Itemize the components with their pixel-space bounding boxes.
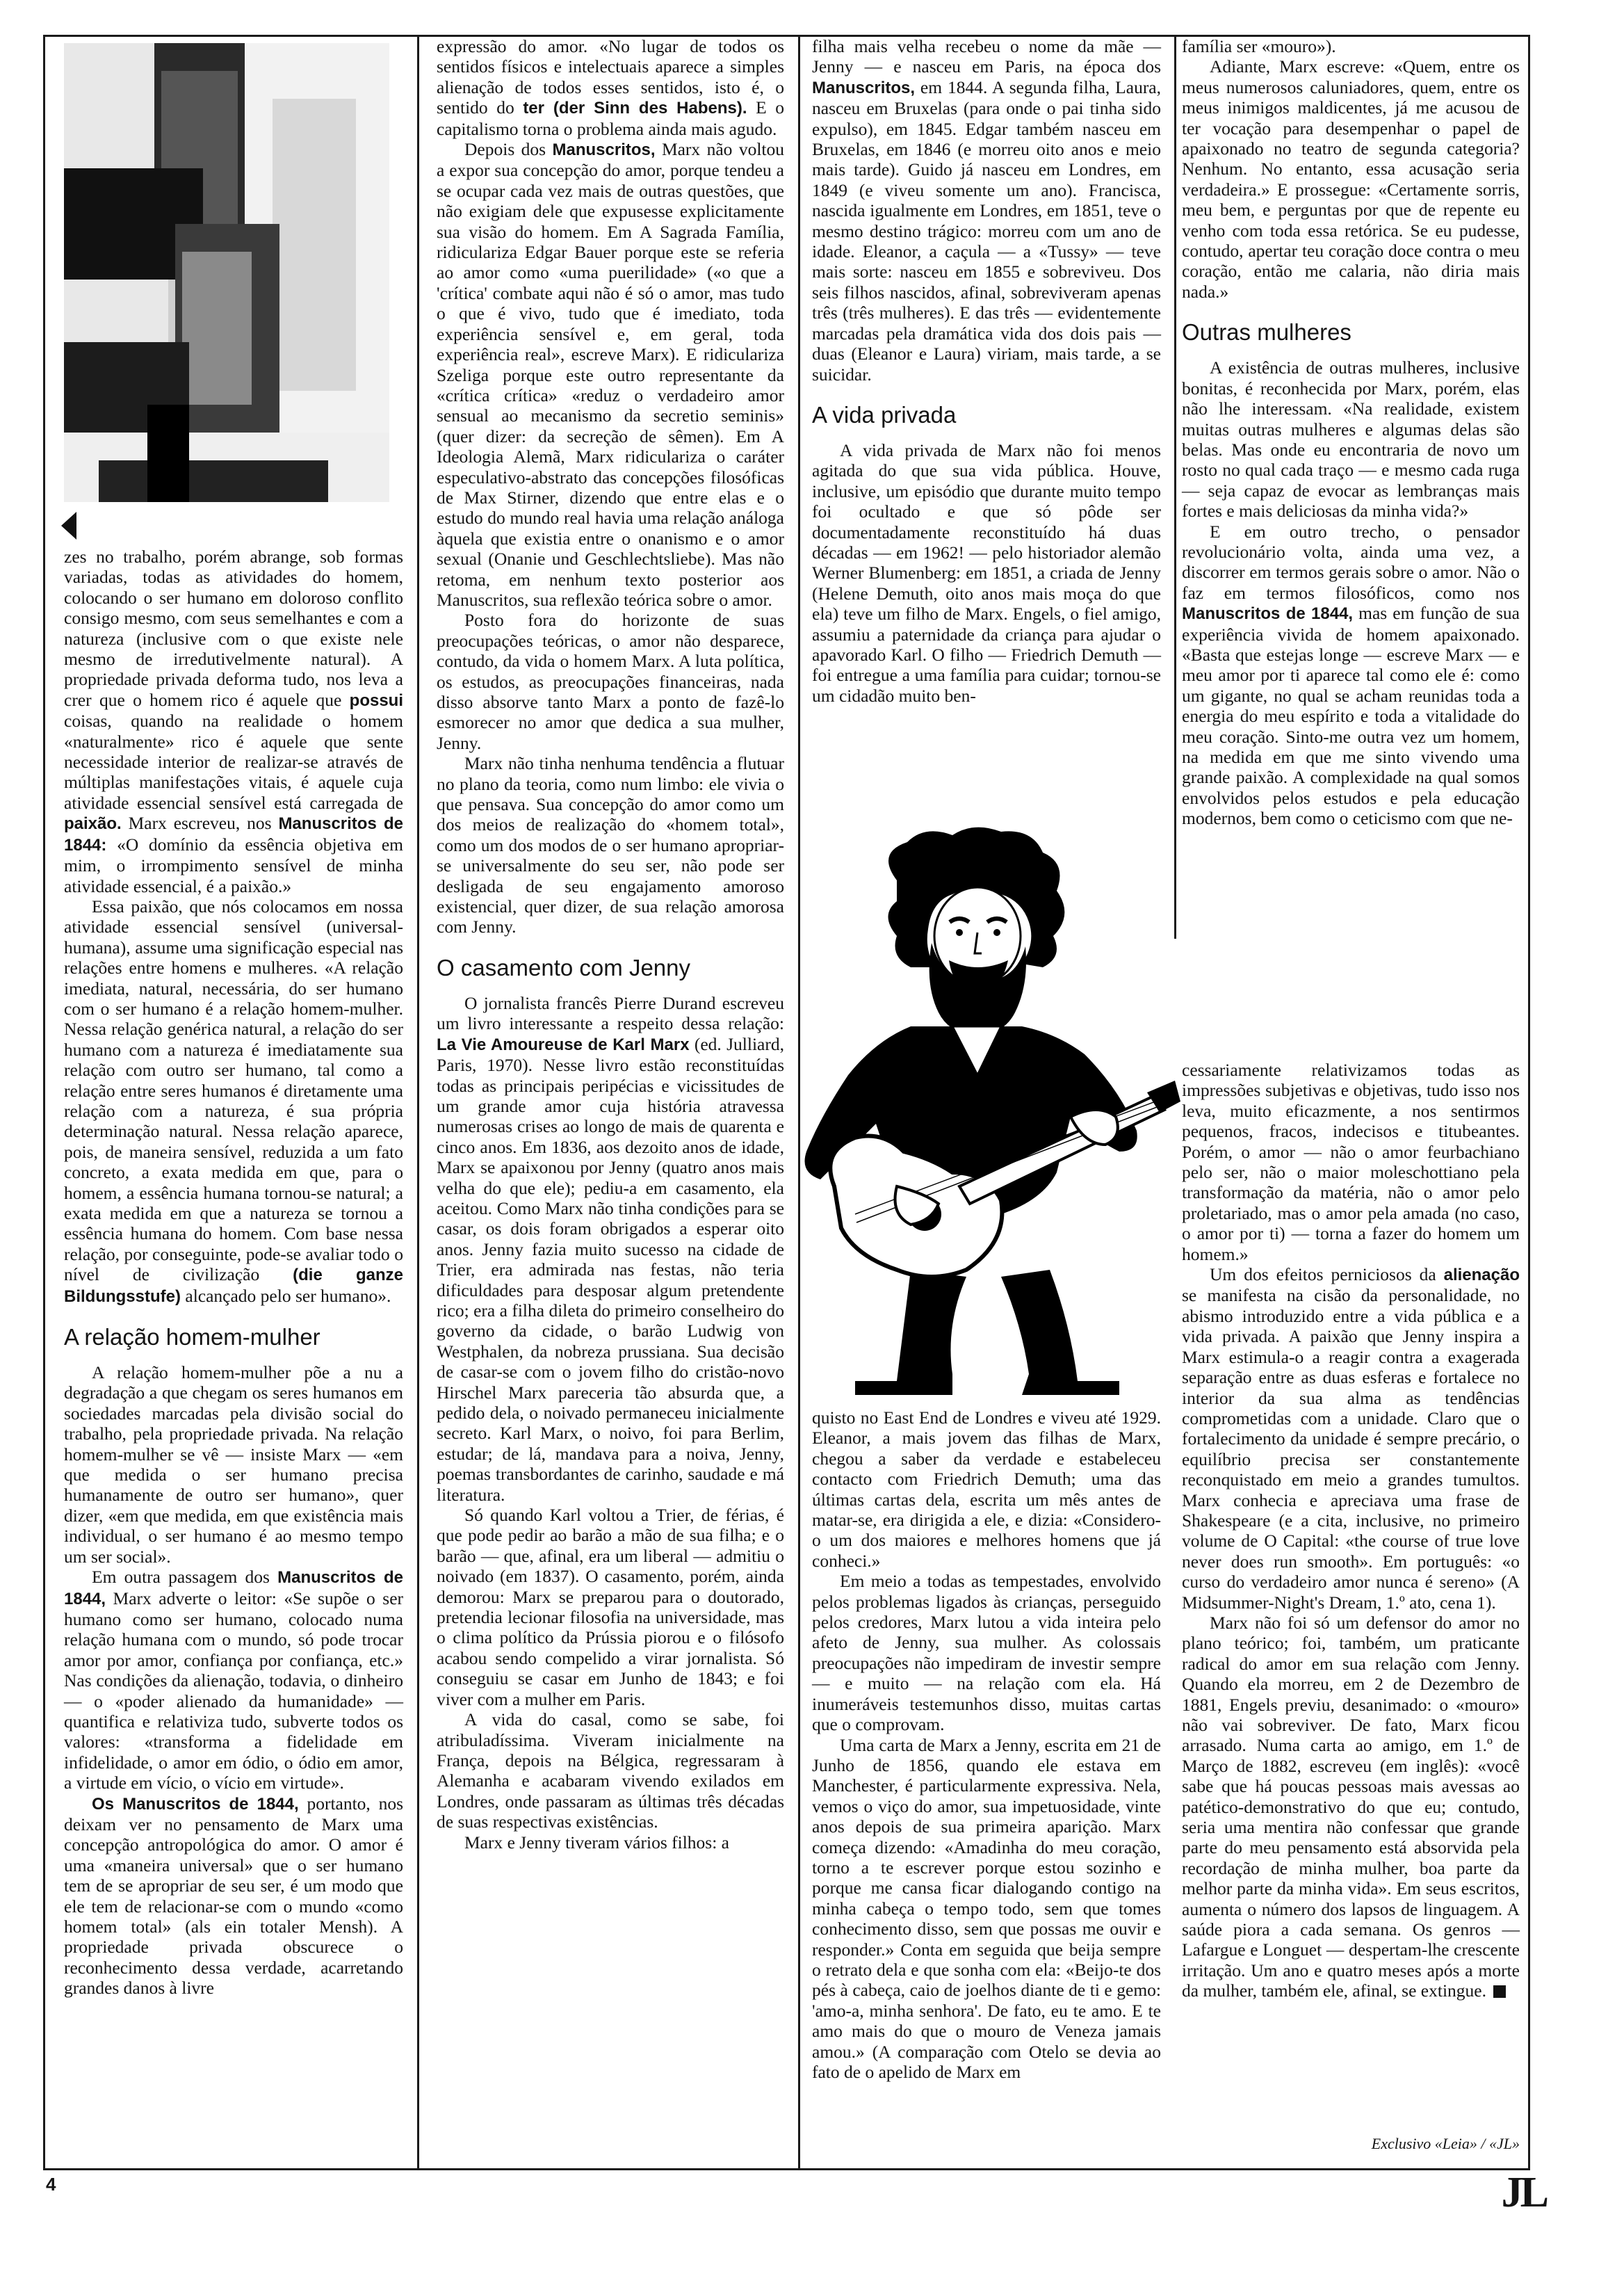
bold-term: paixão. — [64, 814, 122, 834]
paragraph-text: Marx não tinha nenhuma tendência a flutuar no plano da teoria, como num limbo: ele vivia o que pensava. Sua concepção do amor como um dos meios de realização do «homem total», como um dos modos de o ser humano apropriar-se universalmente do seu ser, não pode ser desligada de seu engajamento amoroso existencial, quer dizer, de sua relação amorosa com Jenny. — [437, 753, 784, 937]
paragraph-text: A relação homem-mulher põe a nu a degradação a que chegam os seres humanos em sociedades marcadas pela divisão social do trabalho, pela propriedade privada. Na relação homem-mulher se vê — insiste Marx — «em que medida o ser humano precisa humanamente de outro ser humano», quer dizer, «em que medida, em que existência mais individual, o ser humano é ao mesmo tempo um ser social». — [64, 1362, 403, 1567]
paragraph-text: Marx escreveu, nos — [121, 813, 279, 834]
end-mark-icon — [1493, 1985, 1506, 1998]
paragraph — [64, 1567, 403, 1793]
jl-logo: JL — [1501, 2169, 1546, 2216]
column-4-top-text — [1182, 36, 1520, 829]
bold-term: ter (der Sinn des Habens). — [523, 99, 747, 118]
section-heading: A vida privada — [812, 401, 957, 428]
paragraph-text: A existência de outras mulheres, inclusive bonitas, é reconhecida por Marx, porém, elas não lhe interessam. «Na realidade, existem muitas outras mulheres e algumas delas são belas. Mas onde eu encontraria de novo um rosto no qual cada traço — e mesmo cada ruga — seja capaz de evocar as lembranças mais fortes e mais deliciosas da minha vida?» — [1182, 357, 1520, 522]
bold-term: Manuscritos de 1844: — [64, 814, 403, 855]
paragraph — [812, 1735, 1161, 2083]
paragraph — [437, 1832, 784, 1853]
paragraph — [1182, 36, 1520, 56]
paragraph — [437, 139, 784, 610]
paragraph-text: Marx adverte o leitor: «Se supõe o ser humano como ser humano, colocado numa relação humana com o mundo, só pode trocar amor por amor, confiança por confiança, etc.» Nas condições da alienação, todavia, o dinheiro — o «poder alienado da humanidade» — quantifica e relativiza tudo, subverte todos os valores: «transforma a fidelidade em infidelidade, o amor em ódio, o ódio em amor, a virtude em vício, o vício em virtude». — [64, 1588, 403, 1793]
bold-term: alienação — [1443, 1266, 1520, 1285]
paragraph — [812, 1571, 1161, 1734]
paragraph-text: Só quando Karl voltou a Trier, de férias, é que pode pedir ao barão a mão de sua filha; e o barão — que, afinal, era um liberal — admitiu o noivado (em 1837). O casamento, porém, ainda demorou: Marx se preparou para o doutorado, pretendia lecionar filosofia na universidade, mas o clima político da Prússia piorou e o filósofo acabou sendo compelido a virar jornalista. Só conseguiu se casar em Junho de 1843; e foi viver com a mulher em Paris. — [437, 1505, 784, 1709]
bold-term: Manuscritos, — [812, 78, 916, 97]
paragraph — [437, 1709, 784, 1832]
marx-playing-guitar-cartoon — [793, 825, 1182, 1402]
paragraph — [437, 610, 784, 753]
page-number: 4 — [46, 2174, 56, 2195]
paragraph-text: Em meio a todas as tempestades, envolvido pelos problemas ligados às crianças, perseguido pelos credores, Marx lutou a vida inteira pelo afeto de Jenny, sua mulher. As colossais preocupações não impediram de investir sempre — e muito — na relação com ela. Há inumeráveis testemunhos disso, muitas cartas que o comprovam. — [812, 1571, 1161, 1735]
paragraph — [437, 993, 784, 1505]
column-3-top-text — [812, 36, 1161, 706]
paragraph-text: portanto, nos deixam ver no pensamento de Marx uma concepção antropológica do amor. O amor é uma «maneira universal» que o ser humano tem de se apropriar de seu ser, é um modo que ele tem de relacionar-se com o mundo «como homem total» (als ein totaler Mensh). A propriedade privada obscurece o reconhecimento dessa verdade, acarretando grandes danos à livre — [64, 1793, 404, 1999]
bold-term: Manuscritos de 1844, — [1182, 604, 1354, 624]
bold-term: possui — [349, 691, 403, 710]
paragraph-text: quisto no East End de Londres e viveu até 1929. Eleanor, a mais jovem das filhas de Marx, chegou a saber da verdade e estabeleceu contacto com Friedrich Demuth; uma das últimas cartas dela, escrita um mês antes de matar-se, era dirigida a ele, e dizia: «Considero-o um dos maiores e melhores homens que já conheci.» — [812, 1407, 1161, 1571]
paragraph — [812, 440, 1161, 706]
paragraph-text: Adiante, Marx escreve: «Quem, entre os meus numerosos caluniadores, quem, entre os meus inimigos maldicentes, já me acusou de ter vocação para desempenhar o papel de apaixonado no teatro de segunda categoria? Nenhum. No entanto, essa acusação seria verdadeira.» E prossegue: «Certamente sorris, meu bem, e perguntas por que de repente eu venho com toda essa retórica. Se eu pudesse, contudo, apertar teu coração doce contra o meu coração, então me calaria, não diria mais nada.» — [1182, 56, 1520, 302]
paragraph — [437, 36, 784, 139]
paragraph-text: Marx e Jenny tiveram vários filhos: a — [464, 1832, 729, 1853]
left-border — [43, 35, 45, 2170]
credit-line: Exclusivo «Leia» / «JL» — [1371, 2135, 1520, 2152]
bold-term: Os Manuscritos de 1844, — [92, 1794, 299, 1814]
section-heading: Outras mulheres — [1182, 319, 1351, 346]
paragraph — [64, 1793, 403, 1999]
paragraph-text: E em outro trecho, o pensador revolucionário volta, ainda uma vez, a discorrer em termos gerais sobre o amor. Não o faz em termos filosóficos, como nos — [1182, 521, 1520, 603]
bottom-border — [43, 2168, 1530, 2170]
paragraph — [437, 753, 784, 937]
paragraph-text: «O domínio da essência objetiva em mim, o irrompimento sensível de minha atividade essencial, é a paixão.» — [64, 834, 403, 896]
paragraph-text: se manifesta na cisão da personalidade, no abismo introduzido entre a vida pública e a vida privada. A paixão que Jenny inspira a Marx estimula-o a reagir contra a exagerada separação entre as duas esferas e fortalece no interior da sua alma as tendências comprometidas com a unidade. Claro que o fortalecimento da unidade é sempre precário, o equilíbrio precisa ser constantemente reconquistado em meio a grandes tumultos. Marx conhecia e apreciava uma frase de Shakespeare (e a cita, inclusive, no primeiro volume de O Capital: «the course of true love never does run smooth». Em português: «o curso do verdadeiro amor nunca é sereno» (A Midsummer-Night's Dream, 1.º ato, cena 1). — [1182, 1285, 1520, 1613]
paragraph — [437, 1505, 784, 1709]
paragraph-text: em 1844. A segunda filha, Laura, nasceu em Bruxelas (para onde o pai tinha sido expulso), em 1845. Edgar também nasceu em Bruxelas, em 1846 (e morreu oito anos e meio mais tarde). Guido já nasceu em Londres, em 1849 (e viveu somente um ano). Francisca, nascida igualmente em Londres, em 1851, teve o mesmo destino trágico: morreu com um ano de idade. Eleanor, a caçula — a «Tussy» — teve mais sorte: nasceu em 1855 e sobreviveu. Dos seis filhos nascidos, afinal, sobreviveram apenas três (três mulheres). E das três — evidentemente marcadas pela dramática vida dos dois pais — duas (Eleanor e Laura) viriam, mais tarde, a se suicidar. — [812, 76, 1161, 385]
column-2-text — [437, 36, 784, 1853]
abstract-black-white-photo — [64, 43, 389, 502]
bold-term: La Vie Amoureuse de Karl Marx — [437, 1035, 690, 1054]
paragraph-text: Posto fora do horizonte de suas preocupações teóricas, o amor não desparece, contudo, da vida o homem Marx. A luta política, os estudos, as preocupações financeiras, nada disso absorve tanto Marx a ponto de fazê-lo esmorecer no amor que dedica a sua mulher, Jenny. — [437, 610, 784, 753]
paragraph-text: zes no trabalho, porém abrange, sob formas variadas, todas as atividades do homem, colocando o ser humano em doloroso conflito consigo mesmo, com seus semelhantes e com a natureza (inclusive com o que existe nele mesmo de irredutivelmente natural). A propriedade privada deforma tudo, nos leva a crer que o homem rico é aquele que — [64, 547, 403, 710]
paragraph-text: coisas, quando na realidade o homem «naturalmente» rico é aquele que sente necessidade interior de realizar-se através de múltiplas manifestações vitais, é aquele cuja atividade essencial sensível está carregada de — [64, 711, 403, 813]
paragraph-text: família ser «mouro»). — [1182, 36, 1336, 56]
paragraph-text: Essa paixão, que nós colocamos em nossa atividade essencial sensível (universal-humana), assume uma significação especial nas relações entre homens e mulheres. «A relação imediata, natural, necessária, do ser humano com o ser humano é a relação homem-mulher. Nessa relação genérica natural, a relação do ser humano com a natureza é imediatamente sua relação com outro ser humano, tal como a relação entre seres humanos é diretamente uma relação com a natureza, é sua própria determinação natural. Nessa relação aparece, pois, de maneira sensível, reduzida a um fato concreto, a exata medida em que, para o homem, a essência humana tornou-se natural; a exata medida em que a natureza se tornou a essência humana do homem. Com base nessa relação, por conseguinte, pode-se avaliar todo o nível de civilização — [64, 896, 403, 1285]
column-rule-1 — [417, 35, 419, 2170]
paragraph — [1182, 357, 1520, 521]
paragraph-text: alcançado pelo ser humano». — [181, 1285, 391, 1306]
bold-term: Manuscritos de 1844, — [64, 1568, 403, 1608]
paragraph-text: (ed. Julliard, Paris, 1970). Nesse livro estão reconstituídas todas as principais peripécias e vicissitudes de um grande amor cuja história atravessa numerosas crises ao longo de mais de quarenta e cinco anos. Em 1836, aos dezoito anos de idade, Marx se apaixonou por Jenny (quatro anos mais velha do que ele); pediu-a em casamento, ela aceitou. Como Marx não tinha condições para se casar, os dois foram obrigados a esperar oito anos. Jenny fazia muito sucesso na cidade de Trier, era admirada nas festas, não teria dificuldades para desposar algum pretendente rico; era a filha dileta do primeiro conselheiro do governo da cidade, o barão Ludwig von Westphalen, da nobreza prussiana. Sua decisão de casar-se com o jovem filho do cristão-novo Hirschel Marx pareceria tão absurda que, a pedido dela, o noivado permaneceu inicialmente secreto. Karl Marx, o noivo, foi para Berlim, estudar; de lá, mandava para a noiva, Jenny, poemas transbordantes de carinho, saudade e má literatura. — [437, 1033, 784, 1505]
column-3-bottom-text — [812, 1407, 1161, 2082]
paragraph — [64, 1362, 403, 1567]
paragraph — [1182, 1060, 1520, 1264]
paragraph-text: E o capitalismo torna o problema ainda mais agudo. — [437, 97, 784, 139]
paragraph-text: A vida do casal, como se sabe, foi atribuladíssima. Viveram inicialmente na França, depois na Bélgica, regressaram à Alemanha e acabaram vivendo exilados em Londres, onde passaram as últimas três décadas de suas respectivas existências. — [437, 1709, 784, 1832]
paragraph-text: Uma carta de Marx a Jenny, escrita em 21 de Junho de 1856, quando ele estava em Manchester, é particularmente expressiva. Nela, vemos o viço do amor, sua impetuosidade, vinte anos depois de sua primeira aparição. Marx começa dizendo: «Amadinha do meu coração, torno a te escrever porque estou sozinho e porque me cansa ficar dialogando contigo na minha cabeça o tempo todo, sem que tomes conhecimento disso, sem que possas me ouvir e responder.» Conta em seguida que beija sempre o retrato dela e que sonha com ela: «Beijo-te dos pés à cabeça, caio de joelhos diante de ti e gemo: 'amo-a, minha senhora'. De fato, eu te amo. E te amo mais do que o mouro de Veneza jamais amou.» (A comparação com Otelo se devia ao fato de o apelido de Marx em — [812, 1734, 1161, 2082]
paragraph — [64, 547, 403, 896]
section-heading: O casamento com Jenny — [437, 954, 690, 980]
paragraph — [812, 36, 1161, 385]
paragraph-text: Um dos efeitos perniciosos da — [1210, 1264, 1444, 1285]
paragraph — [1182, 56, 1520, 302]
column-1-text — [64, 547, 403, 1999]
paragraph-text: Marx não voltou a expor sua concepção do amor, porque tendeu a se ocupar cada vez mais de outras questões, que não exigiam dele que expusesse explicitamente sua visão do homem. Em A Sagrada Família, ridiculariza Edgar Bauer porque este se referia ao amor como «uma puerilidade» («o que a 'crítica' combate aqui não é só o amor, mas tudo o que é vivo, tudo que é imediato, toda experiência sensível e, em geral, toda experiência real», escreve Marx). E ridiculariza Szeliga porque este outro representante da «crítica crítica» «reduz o verdadeiro amor sensual ao mecanismo da secretio seminis» (quer dizer: da secreção de sêmen). Em A Ideologia Alemã, Marx ridiculariza o caráter especulativo-abstrato das concepções filosóficas de Max Stirner, dizendo que entre elas e o estudo do mundo real havia uma relação análoga àquela que existia entre o onanismo e o amor sexual (Onanie und Geschlechtsliebe). Mas não retoma, em nenhum texto posterior aos Manuscritos, sua reflexão teórica sobre o amor. — [437, 139, 784, 610]
paragraph — [1182, 522, 1520, 829]
paragraph-text: Marx não foi só um defensor do amor no plano teórico; foi, também, um praticante radical do amor em sua relação com Jenny. Quando ela morreu, em 2 de Dezembro de 1881, Engels previu, desanimado: o «mouro» não vai sobreviver. De fato, Marx ficou arrasado. Numa carta ao amigo, em 1.º de Março de 1882, escreveu (em inglês): «você sabe que há poucas pessoas mais avessas ao patético-demonstrativo do que eu; contudo, seria uma mentira não confessar que grande parte do meu pensamento está absorvida pela recordação de minha mulher, boa parte da melhor parte da minha vida». Em seus escritos, aumenta o número dos lapsos de linguagem. A saúde piora a cada semana. Os genros — Lafargue e Longuet — despertam-lhe crescente irritação. Um ano e quatro meses após a morte da mulher, também ele, afinal, se extingue. — [1182, 1612, 1520, 2001]
paragraph — [64, 896, 403, 1307]
column-4-bottom-text — [1182, 1060, 1520, 2001]
paragraph-text: mas em função de sua experiência vivida de homem apaixonado. «Basta que estejas longe — escreve Marx — e meu amor por ti aparece tal como ele é: como um gigante, no qual se acham reunidas toda a energia do meu espírito e toda a vitalidade do meu coração. Sinto-me outra vez um homem, na medida em que me sinto vivendo uma grande paixão. A complexidade na qual somos envolvidos pelos estudos e pela educação modernos, bem como o ceticismo com que ne- — [1182, 603, 1520, 829]
paragraph-text: A vida privada de Marx não foi menos agitada do que sua vida pública. Houve, inclusive, um episódio que durante muito tempo foi ocultado e que só pôde ser documentadamente reconstituído há duas décadas — em 1962! — pelo historiador alemão Werner Blumenberg: em 1851, a criada de Jenny (Helene Demuth, oito anos mais moça do que ela) teve um filho de Marx. Engels, o fiel amigo, assumiu a paternidade da criança para ajudar o apavorado Karl. O filho — Friedrich Demuth — foi entregue a uma família para cuidar; tornou-se um cidadão muito ben- — [812, 439, 1161, 706]
paragraph-text: filha mais velha recebeu o nome da mãe — Jenny — e nasceu em Paris, na época dos — [812, 36, 1161, 77]
bold-term: (die ganze Bildungsstufe) — [64, 1266, 403, 1306]
paragraph-text: Depois dos — [464, 139, 553, 160]
paragraph-text: cessariamente relativizamos todas as impressões subjetivas e objetivas, tudo isso nos leva, muito eficazmente, a nos sentirmos pequenos, fracos, indecisos e titubeantes. Porém, o amor — não o amor feurbachiano pelo ser, não o maior moleschottiano pela transformação da matéria, não o amor pelo proletariado, mas o amor pela amada (no caso, o amor por ti) — torna a fazer do homem um homem.» — [1182, 1060, 1520, 1264]
paragraph — [1182, 1264, 1520, 1613]
section-heading: A relação homem-mulher — [64, 1324, 320, 1350]
column-rule-3 — [1174, 35, 1176, 939]
left-arrow-icon — [61, 512, 76, 540]
paragraph-text: Em outra passagem dos — [92, 1567, 278, 1588]
bold-term: Manuscritos, — [552, 140, 656, 160]
paragraph-text: expressão do amor. «No lugar de todos os sentidos físicos e intelectuais aparece a simples alienação de todos esses sentidos, isto é, o sentido do — [437, 36, 784, 118]
paragraph-text: O jornalista francês Pierre Durand escreveu um livro interessante a respeito dessa relação: — [437, 992, 784, 1034]
paragraph — [812, 1407, 1161, 1571]
right-border — [1528, 35, 1530, 2170]
paragraph — [1182, 1613, 1520, 2001]
